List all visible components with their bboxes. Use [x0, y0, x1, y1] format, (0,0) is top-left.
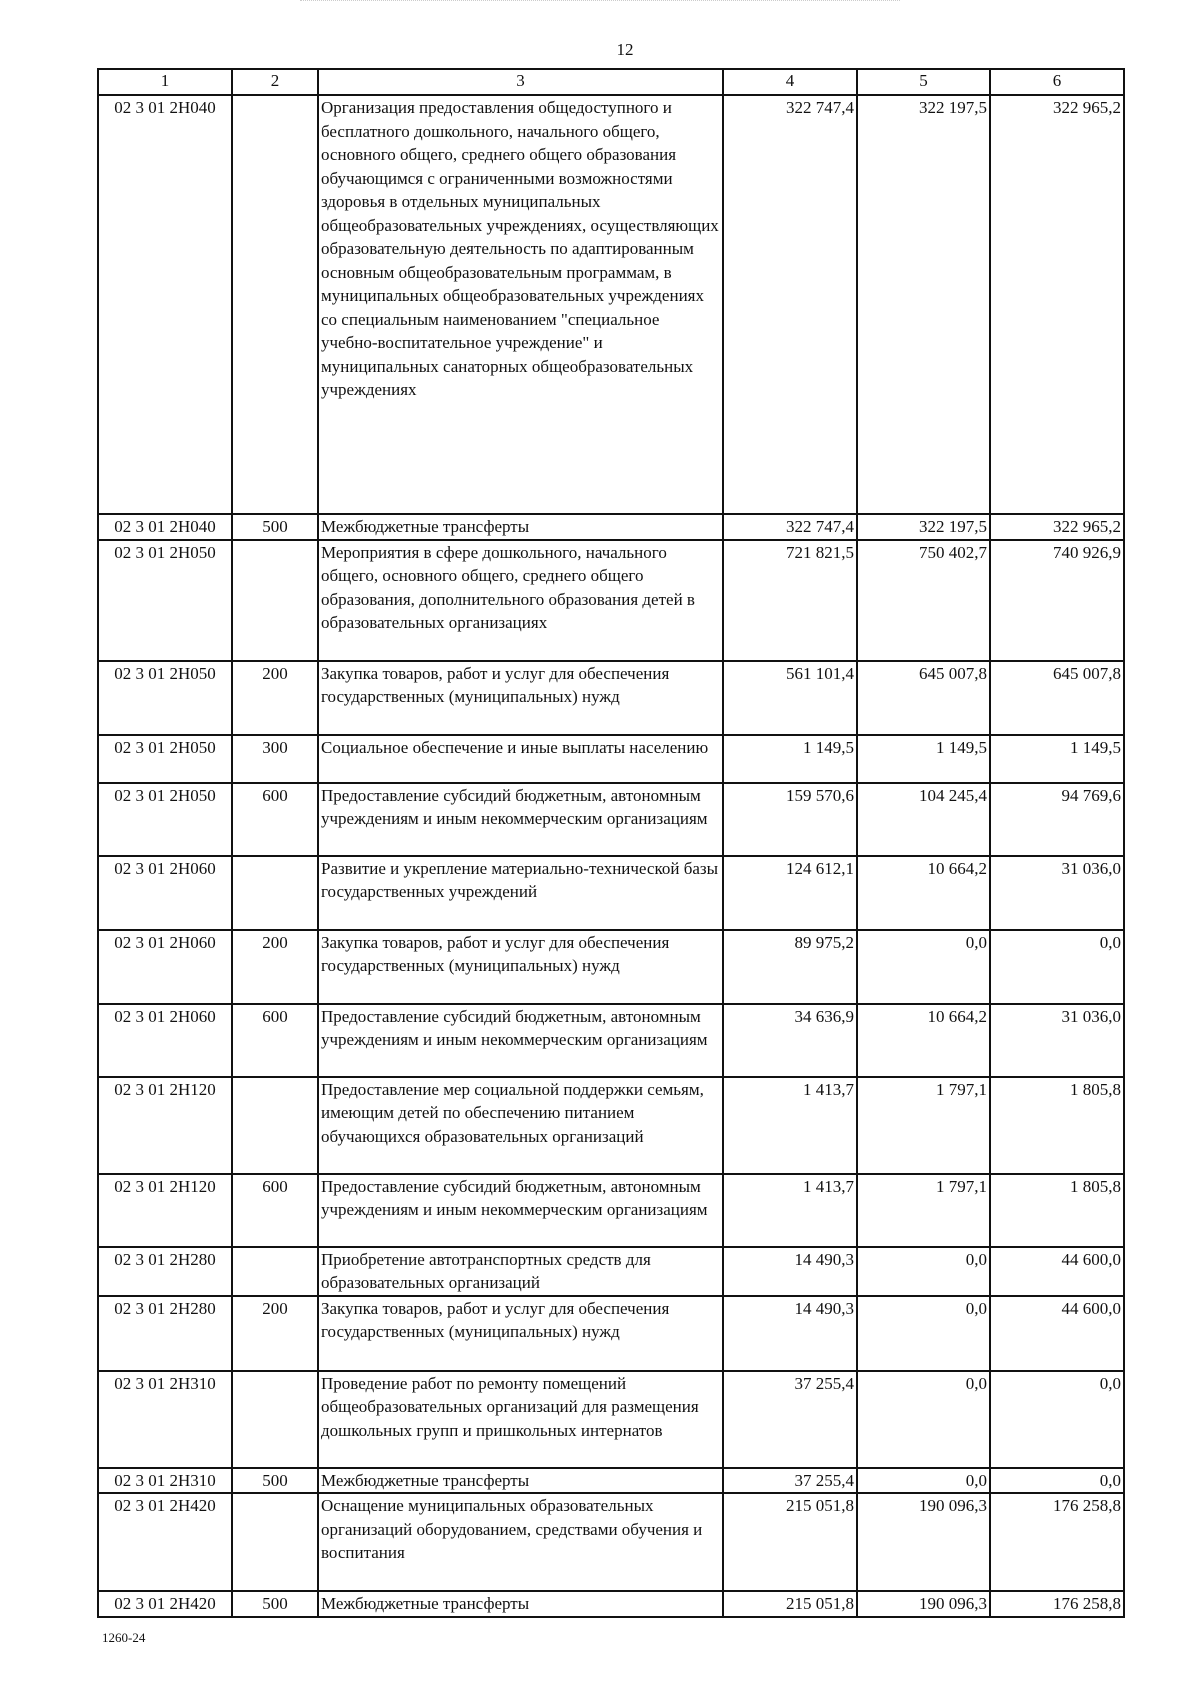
table-row — [98, 1493, 1124, 1591]
name-cell: Мероприятия в сфере дошкольного, начального общего, основного общего, среднего общего образования, дополнительного образования детей в образовательных организациях — [318, 540, 723, 661]
value-cell: 176 258,8 — [990, 1493, 1124, 1591]
budget-table — [97, 68, 1125, 1618]
code-cell: 02 3 01 2Н050 — [98, 735, 232, 783]
name-cell: Предоставление мер социальной поддержки семьям, имеющим детей по обеспечению питанием обучающихся образовательных организаций — [318, 1077, 723, 1174]
value-cell: 104 245,4 — [857, 783, 990, 856]
table-row — [98, 1468, 1124, 1494]
code-cell: 02 3 01 2Н120 — [98, 1077, 232, 1174]
name-cell: Межбюджетные трансферты — [318, 1468, 723, 1494]
name-cell: Организация предоставления общедоступного и бесплатного дошкольного, начального общего, основного общего, среднего общего образования обучающимся с ограниченными возможностями здоровья в отдельных муниципальных общеобразовательных учреждениях, осуществляющих образовательную деятельность по адаптированным основным общеобразовательным программам, в муниципальных общеобразовательных учреждениях со специальным наименованием "специальное учебно-воспитательное учреждение" и муниципальных санаторных общеобразовательных учреждениях — [318, 95, 723, 514]
document-code: 1260-24 — [102, 1630, 146, 1645]
table-row — [98, 1296, 1124, 1371]
type-cell: 200 — [232, 1296, 318, 1371]
value-cell: 1 797,1 — [857, 1077, 990, 1174]
type-cell — [232, 540, 318, 661]
table-row — [98, 1174, 1124, 1247]
value-cell: 1 149,5 — [723, 735, 857, 783]
value-cell: 0,0 — [857, 1247, 990, 1296]
value-cell: 215 051,8 — [723, 1493, 857, 1591]
value-cell: 10 664,2 — [857, 856, 990, 930]
value-cell: 750 402,7 — [857, 540, 990, 661]
scan-artifact — [300, 0, 900, 7]
table-row — [98, 1247, 1124, 1296]
value-cell: 124 612,1 — [723, 856, 857, 930]
code-cell: 02 3 01 2Н060 — [98, 930, 232, 1004]
table-row — [98, 1004, 1124, 1077]
type-cell: 200 — [232, 661, 318, 735]
value-cell: 190 096,3 — [857, 1591, 990, 1617]
value-cell: 322 747,4 — [723, 95, 857, 514]
value-cell: 721 821,5 — [723, 540, 857, 661]
value-cell: 14 490,3 — [723, 1247, 857, 1296]
type-cell — [232, 856, 318, 930]
type-cell — [232, 1371, 318, 1468]
value-cell: 94 769,6 — [990, 783, 1124, 856]
value-cell: 0,0 — [990, 930, 1124, 1004]
type-cell — [232, 1077, 318, 1174]
name-cell: Межбюджетные трансферты — [318, 514, 723, 540]
name-cell: Развитие и укрепление материально-технической базы государственных учреждений — [318, 856, 723, 930]
value-cell: 1 797,1 — [857, 1174, 990, 1247]
type-cell: 500 — [232, 1591, 318, 1617]
value-cell: 1 413,7 — [723, 1174, 857, 1247]
value-cell: 190 096,3 — [857, 1493, 990, 1591]
header-cell: 1 — [98, 69, 232, 95]
code-cell: 02 3 01 2Н280 — [98, 1296, 232, 1371]
table-row — [98, 735, 1124, 783]
name-cell: Предоставление субсидий бюджетным, автономным учреждениям и иным некоммерческим организациям — [318, 1174, 723, 1247]
code-cell: 02 3 01 2Н280 — [98, 1247, 232, 1296]
type-cell: 600 — [232, 1174, 318, 1247]
name-cell: Закупка товаров, работ и услуг для обеспечения государственных (муниципальных) нужд — [318, 1296, 723, 1371]
table-row — [98, 856, 1124, 930]
header-cell: 5 — [857, 69, 990, 95]
value-cell: 645 007,8 — [990, 661, 1124, 735]
value-cell: 561 101,4 — [723, 661, 857, 735]
header-cell: 4 — [723, 69, 857, 95]
type-cell — [232, 95, 318, 514]
value-cell: 1 805,8 — [990, 1174, 1124, 1247]
value-cell: 176 258,8 — [990, 1591, 1124, 1617]
header-row — [98, 69, 1124, 95]
value-cell: 322 197,5 — [857, 95, 990, 514]
value-cell: 159 570,6 — [723, 783, 857, 856]
type-cell: 300 — [232, 735, 318, 783]
table-row — [98, 514, 1124, 540]
value-cell: 0,0 — [857, 930, 990, 1004]
name-cell: Социальное обеспечение и иные выплаты населению — [318, 735, 723, 783]
type-cell: 200 — [232, 930, 318, 1004]
page-number: 12 — [616, 40, 634, 59]
name-cell: Приобретение автотранспортных средств для образовательных организаций — [318, 1247, 723, 1296]
value-cell: 0,0 — [990, 1371, 1124, 1468]
value-cell: 1 413,7 — [723, 1077, 857, 1174]
table-row — [98, 540, 1124, 661]
value-cell: 31 036,0 — [990, 1004, 1124, 1077]
value-cell: 740 926,9 — [990, 540, 1124, 661]
table-row — [98, 930, 1124, 1004]
value-cell: 322 747,4 — [723, 514, 857, 540]
value-cell: 14 490,3 — [723, 1296, 857, 1371]
value-cell: 1 805,8 — [990, 1077, 1124, 1174]
name-cell: Оснащение муниципальных образовательных организаций оборудованием, средствами обучения и воспитания — [318, 1493, 723, 1591]
type-cell: 500 — [232, 1468, 318, 1494]
table-row — [98, 1371, 1124, 1468]
name-cell: Предоставление субсидий бюджетным, автономным учреждениям и иным некоммерческим организациям — [318, 1004, 723, 1077]
table-row — [98, 95, 1124, 514]
code-cell: 02 3 01 2Н050 — [98, 661, 232, 735]
name-cell: Предоставление субсидий бюджетным, автономным учреждениям и иным некоммерческим организациям — [318, 783, 723, 856]
code-cell: 02 3 01 2Н420 — [98, 1493, 232, 1591]
code-cell: 02 3 01 2Н310 — [98, 1371, 232, 1468]
value-cell: 1 149,5 — [990, 735, 1124, 783]
table-row — [98, 661, 1124, 735]
table-row — [98, 1591, 1124, 1617]
code-cell: 02 3 01 2Н420 — [98, 1591, 232, 1617]
type-cell — [232, 1247, 318, 1296]
code-cell: 02 3 01 2Н060 — [98, 856, 232, 930]
value-cell: 89 975,2 — [723, 930, 857, 1004]
code-cell: 02 3 01 2Н050 — [98, 540, 232, 661]
header-cell: 3 — [318, 69, 723, 95]
value-cell: 322 965,2 — [990, 95, 1124, 514]
value-cell: 215 051,8 — [723, 1591, 857, 1617]
value-cell: 37 255,4 — [723, 1468, 857, 1494]
name-cell: Проведение работ по ремонту помещений общеобразовательных организаций для размещения дошкольных групп и пришкольных интернатов — [318, 1371, 723, 1468]
code-cell: 02 3 01 2Н310 — [98, 1468, 232, 1494]
value-cell: 1 149,5 — [857, 735, 990, 783]
name-cell: Межбюджетные трансферты — [318, 1591, 723, 1617]
value-cell: 44 600,0 — [990, 1247, 1124, 1296]
table-row — [98, 783, 1124, 856]
code-cell: 02 3 01 2Н050 — [98, 783, 232, 856]
code-cell: 02 3 01 2Н040 — [98, 514, 232, 540]
value-cell: 322 197,5 — [857, 514, 990, 540]
value-cell: 44 600,0 — [990, 1296, 1124, 1371]
value-cell: 31 036,0 — [990, 856, 1124, 930]
type-cell: 500 — [232, 514, 318, 540]
value-cell: 645 007,8 — [857, 661, 990, 735]
name-cell: Закупка товаров, работ и услуг для обеспечения государственных (муниципальных) нужд — [318, 661, 723, 735]
value-cell: 0,0 — [857, 1371, 990, 1468]
value-cell: 0,0 — [857, 1468, 990, 1494]
header-cell: 2 — [232, 69, 318, 95]
type-cell — [232, 1493, 318, 1591]
code-cell: 02 3 01 2Н060 — [98, 1004, 232, 1077]
header-cell: 6 — [990, 69, 1124, 95]
code-cell: 02 3 01 2Н040 — [98, 95, 232, 514]
type-cell: 600 — [232, 1004, 318, 1077]
type-cell: 600 — [232, 783, 318, 856]
value-cell: 10 664,2 — [857, 1004, 990, 1077]
value-cell: 0,0 — [857, 1296, 990, 1371]
name-cell: Закупка товаров, работ и услуг для обеспечения государственных (муниципальных) нужд — [318, 930, 723, 1004]
code-cell: 02 3 01 2Н120 — [98, 1174, 232, 1247]
value-cell: 37 255,4 — [723, 1371, 857, 1468]
value-cell: 322 965,2 — [990, 514, 1124, 540]
value-cell: 0,0 — [990, 1468, 1124, 1494]
table-row — [98, 1077, 1124, 1174]
value-cell: 34 636,9 — [723, 1004, 857, 1077]
